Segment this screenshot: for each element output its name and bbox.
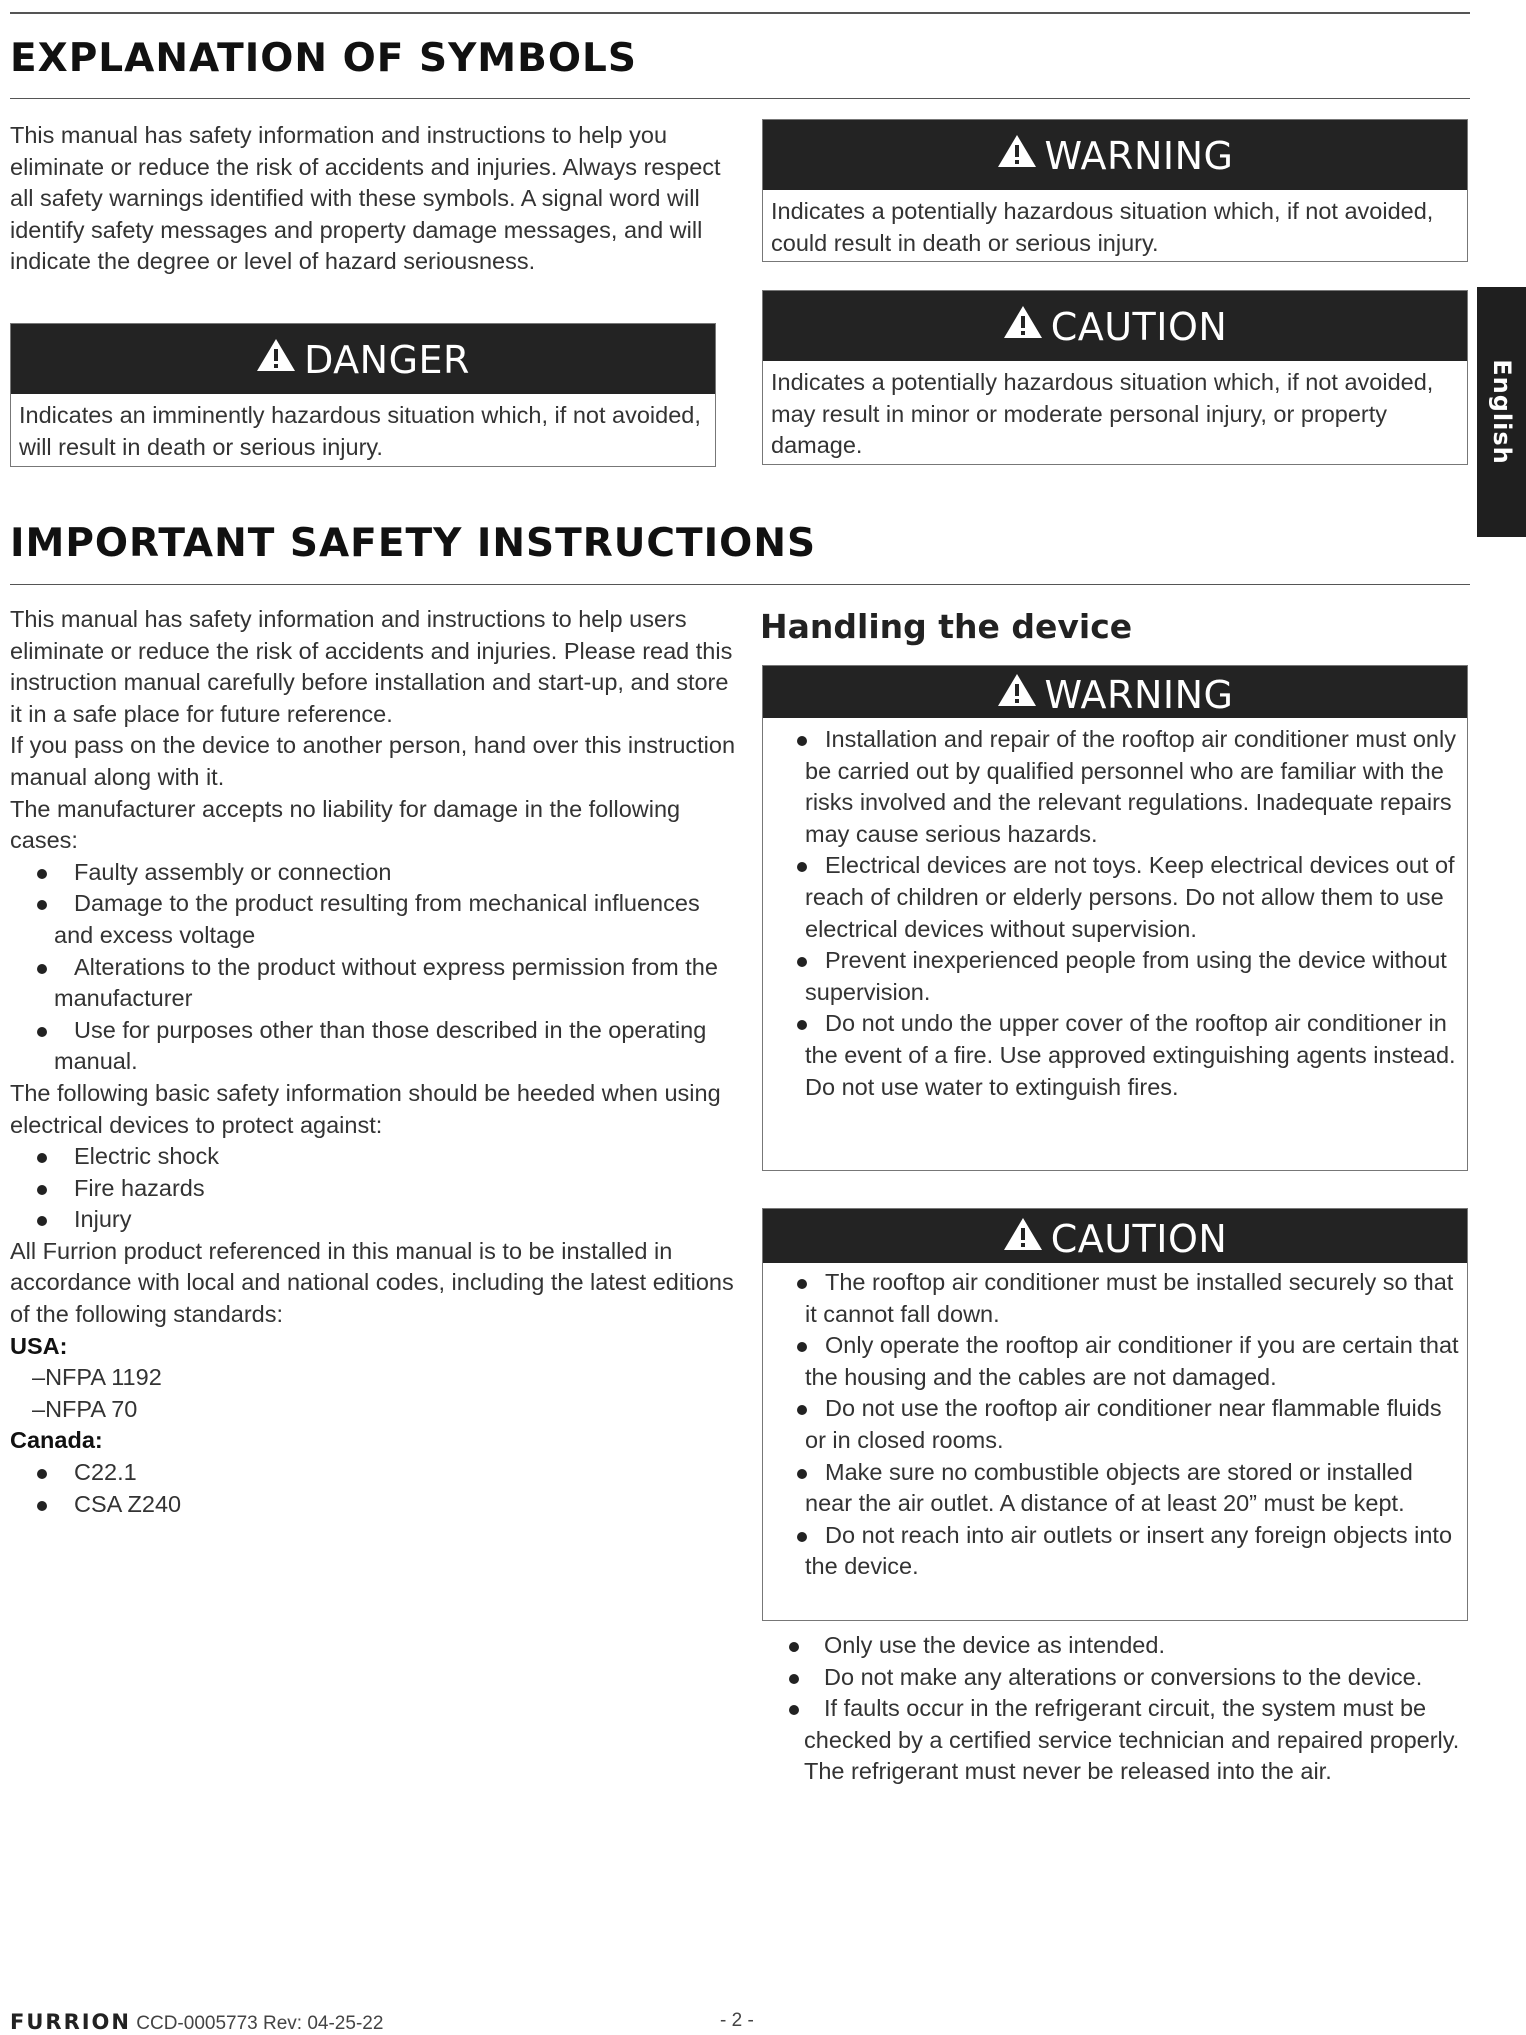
caution-header	[763, 291, 1467, 361]
list-item: The rooftop air conditioner must be installed securely so that it cannot fall down.	[773, 1267, 1459, 1330]
usa-standard: –NFPA 1192	[32, 1364, 162, 1391]
list-item: If faults occur in the refrigerant circuit, the system must be checked by a certified service technician and repaired properly. The refrigerant must never be released into the air.	[762, 1693, 1482, 1788]
caution-text: Indicates a potentially hazardous situation which, if not avoided, may result in minor or moderate personal injury, or property damage.	[771, 369, 1434, 459]
caution-box	[762, 290, 1468, 465]
warning-triangle-icon	[997, 665, 1037, 723]
symbols-rule	[10, 98, 1470, 99]
list-item: Use for purposes other than those described in the operating manual.	[10, 1015, 740, 1078]
top-rule	[10, 12, 1470, 14]
list-item: Faulty assembly or connection	[10, 857, 740, 889]
page-number: - 2 -	[720, 2010, 754, 2031]
safety-title: IMPORTANT SAFETY INSTRUCTIONS	[10, 521, 817, 566]
warning-triangle-icon	[997, 119, 1037, 191]
safety-p2: If you pass on the device to another person, hand over this instruction manual along with it.	[10, 732, 736, 790]
list-item: Injury	[10, 1204, 740, 1236]
warning-triangle-icon	[256, 323, 296, 395]
usa-label: USA:	[10, 1332, 68, 1359]
warning-header	[763, 120, 1467, 190]
list-item: Prevent inexperienced people from using the device without supervision.	[773, 945, 1459, 1008]
protect-list	[10, 1141, 740, 1236]
caution-label: CAUTION	[1050, 305, 1228, 349]
handling-caution-box	[762, 1208, 1468, 1621]
danger-label: DANGER	[304, 338, 470, 382]
symbols-intro: This manual has safety information and instructions to help you eliminate or reduce the risk of accidents and injuries. Always respect all safety warnings identified with these symbols. A signal word will identify safety messages and property damage messages, and will indicate the degree or level of hazard seriousness.	[10, 122, 721, 275]
safety-left-column	[10, 604, 740, 1520]
list-item: C22.1	[10, 1457, 740, 1489]
handling-warning-body	[763, 718, 1467, 1109]
list-item: Damage to the product resulting from mechanical influences and excess voltage	[10, 888, 740, 951]
warning-triangle-icon	[1003, 1208, 1043, 1268]
warning-triangle-icon	[1003, 290, 1043, 362]
list-item: CSA Z240	[10, 1489, 740, 1521]
list-item: Electric shock	[10, 1141, 740, 1173]
footer	[10, 2010, 383, 2035]
list-item: Only operate the rooftop air conditioner if you are certain that the housing and the cables are not damaged.	[773, 1330, 1459, 1393]
list-item: Installation and repair of the rooftop air conditioner must only be carried out by qualified personnel who are familiar with the risks involved and the relevant regulations. Inadequate repairs may cause serious hazards.	[773, 724, 1459, 850]
handling-extra	[762, 1630, 1482, 1788]
handling-caution-list	[773, 1267, 1459, 1583]
safety-p5: All Furrion product referenced in this manual is to be installed in accordance with local and national codes, including the latest editions of the following standards:	[10, 1237, 734, 1328]
warning-label: WARNING	[1044, 134, 1234, 178]
canada-label: Canada:	[10, 1427, 103, 1454]
liability-list	[10, 857, 740, 1078]
list-item: Only use the device as intended.	[762, 1630, 1482, 1662]
canada-list	[10, 1457, 740, 1520]
handling-warning-header	[763, 666, 1467, 718]
list-item: Do not reach into air outlets or insert any foreign objects into the device.	[773, 1520, 1459, 1583]
handling-warning-label: WARNING	[1044, 673, 1234, 717]
list-item: Do not make any alterations or conversions to the device.	[762, 1662, 1482, 1694]
handling-warning-box	[762, 665, 1468, 1171]
warning-text: Indicates a potentially hazardous situation which, if not avoided, could result in death or serious injury.	[771, 198, 1434, 256]
list-item: Do not use the rooftop air conditioner near flammable fluids or in closed rooms.	[773, 1393, 1459, 1456]
handling-caution-label: CAUTION	[1050, 1217, 1228, 1261]
brand-logo: FURRION	[10, 2010, 131, 2034]
handling-extra-list	[762, 1630, 1482, 1788]
list-item: Do not undo the upper cover of the rooftop air conditioner in the event of a fire. Use approved extinguishing agents instead. Do not use water to extinguish fires.	[773, 1008, 1459, 1103]
danger-header	[11, 324, 715, 394]
list-item: Alterations to the product without express permission from the manufacturer	[10, 952, 740, 1015]
symbols-title: EXPLANATION OF SYMBOLS	[10, 36, 637, 81]
handling-title: Handling the device	[760, 607, 1133, 646]
safety-p1: This manual has safety information and instructions to help users eliminate or reduce the risk of accidents and injuries. Please read this instruction manual carefully before installation and start-up, and store it in a safe place for future reference.	[10, 606, 733, 727]
usa-standard: –NFPA 70	[32, 1395, 138, 1422]
list-item: Electrical devices are not toys. Keep electrical devices out of reach of children or elderly persons. Do not allow them to use electrical devices without supervision.	[773, 850, 1459, 945]
danger-box	[10, 323, 716, 467]
list-item: Make sure no combustible objects are stored or installed near the air outlet. A distance of at least 20” must be kept.	[773, 1457, 1459, 1520]
handling-caution-header	[763, 1209, 1467, 1263]
list-item: Fire hazards	[10, 1173, 740, 1205]
handling-warning-list	[773, 724, 1459, 1103]
danger-text: Indicates an imminently hazardous situation which, if not avoided, will result in death or serious injury.	[19, 402, 701, 460]
handling-caution-body	[763, 1263, 1467, 1589]
safety-p4: The following basic safety information should be heeded when using electrical devices to protect against:	[10, 1079, 721, 1138]
warning-box	[762, 119, 1468, 262]
doc-code: CCD-0005773 Rev: 04-25-22	[136, 2013, 384, 2034]
language-tab-label: English	[1487, 359, 1516, 465]
safety-p3: The manufacturer accepts no liability for damage in the following cases:	[10, 795, 681, 854]
safety-rule	[10, 584, 1470, 585]
language-tab	[1477, 287, 1526, 537]
